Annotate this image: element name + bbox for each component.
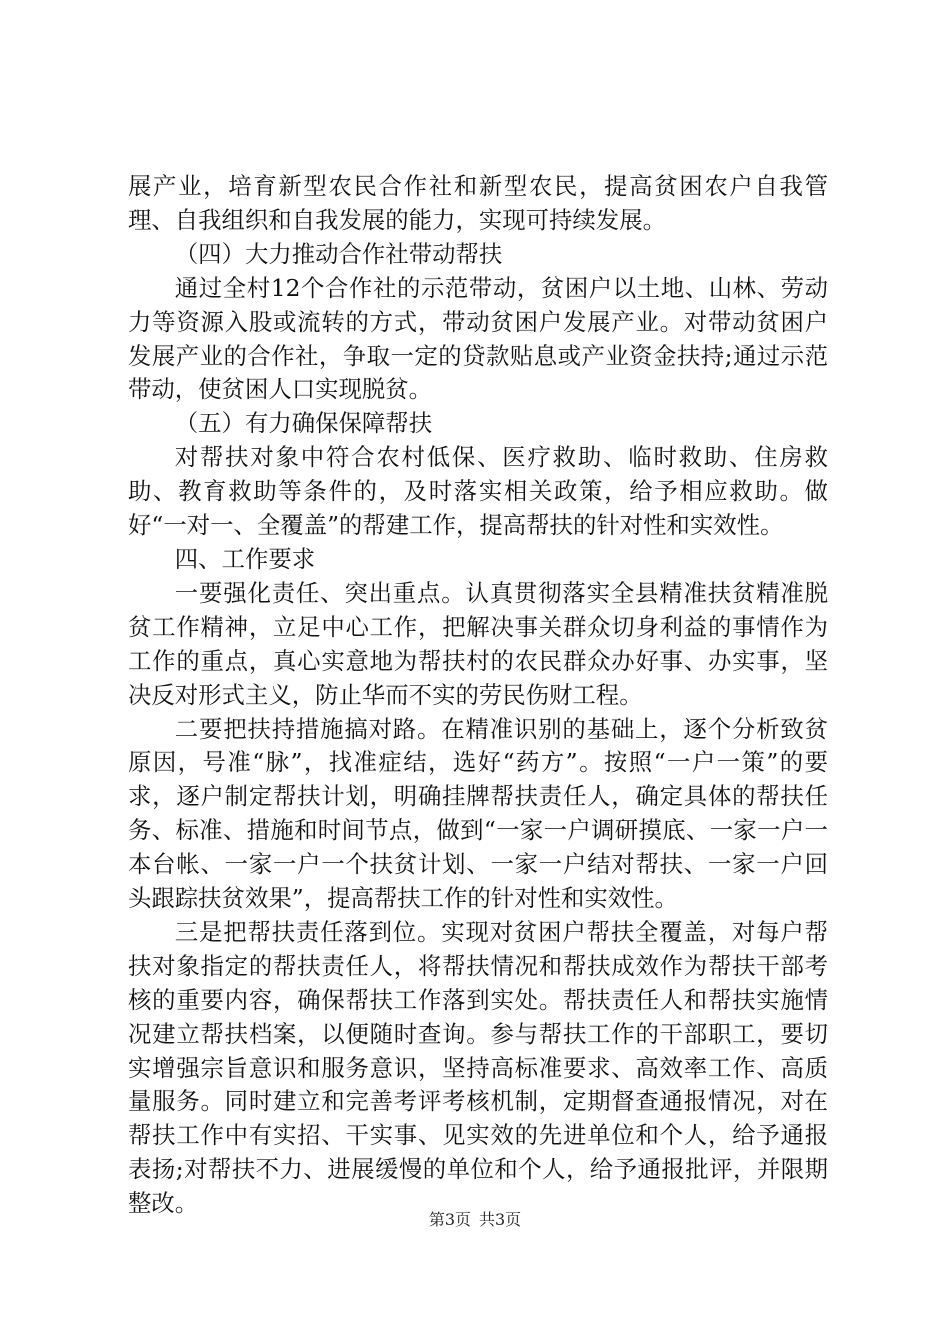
page-total: 共3页	[479, 1210, 522, 1229]
paragraph-requirement-two: 二要把扶持措施搞对路。在精准识别的基础上，逐个分析致贫原因，号准“脉”，找准症结，选好“药方”。按照“一户一策”的要求，逐户制定帮扶计划，明确挂牌帮扶责任人，确定具体的帮扶任务、标准、措施和时间节点，做到“一家一户调研摸底、一家一户一本台帐、一家一户一个扶贫计划、一家一户结对帮扶、一家一户回头跟踪扶贫效果”，提高帮扶工作的针对性和实效性。	[128, 714, 828, 913]
document-body	[128, 170, 828, 1221]
page-number: 第3页	[428, 1210, 471, 1229]
paragraph-continuation: 展产业，培育新型农民合作社和新型农民，提高贫困农户自我管理、自我组织和自我发展的能力，实现可持续发展。	[128, 172, 828, 234]
paragraph-cooperative: 通过全村12个合作社的示范带动，贫困户以土地、山林、劳动力等资源入股或流转的方式，带动贫困户发展产业。对带动贫困户发展产业的合作社，争取一定的贷款贴息或产业资金扶持;通过示范带动，使贫困人口实现脱贫。	[128, 273, 828, 404]
section-heading-cooperative: （四）大力推动合作社带动帮扶	[174, 239, 503, 268]
paragraph-requirement-one: 一要强化责任、突出重点。认真贯彻落实全县精准扶贫精准脱贫工作精神，立足中心工作，把解决事关群众切身利益的事情作为工作的重点，真心实意地为帮扶村的农民群众办好事、办实事，坚决反对形式主义，防止华而不实的劳民伤财工程。	[128, 578, 828, 709]
page-footer	[0, 1209, 950, 1231]
section-heading-guarantee: （五）有力确保保障帮扶	[174, 409, 433, 438]
section-heading-requirements: 四、工作要求	[174, 544, 316, 573]
paragraph-guarantee: 对帮扶对象中符合农村低保、医疗救助、临时救助、住房救助、教育救助等条件的，及时落实相关政策，给予相应救助。做好“一对一、全覆盖”的帮建工作，提高帮扶的针对性和实效性。	[128, 443, 828, 540]
paragraph-requirement-three: 三是把帮扶责任落到位。实现对贫困户帮扶全覆盖，对每户帮扶对象指定的帮扶责任人，将帮扶情况和帮扶成效作为帮扶干部考核的重要内容，确保帮扶工作落到实处。帮扶责任人和帮扶实施情况建立帮扶档案，以便随时查询。参与帮扶工作的干部职工，要切实增强宗旨意识和服务意识，坚持高标准要求、高效率工作、高质量服务。同时建立和完善考评考核机制，定期督查通报情况，对在帮扶工作中有实招、干实事、见实效的先进单位和个人，给予通报表扬;对帮扶不力、进展缓慢的单位和个人，给予通报批评，并限期整改。	[128, 917, 828, 1218]
